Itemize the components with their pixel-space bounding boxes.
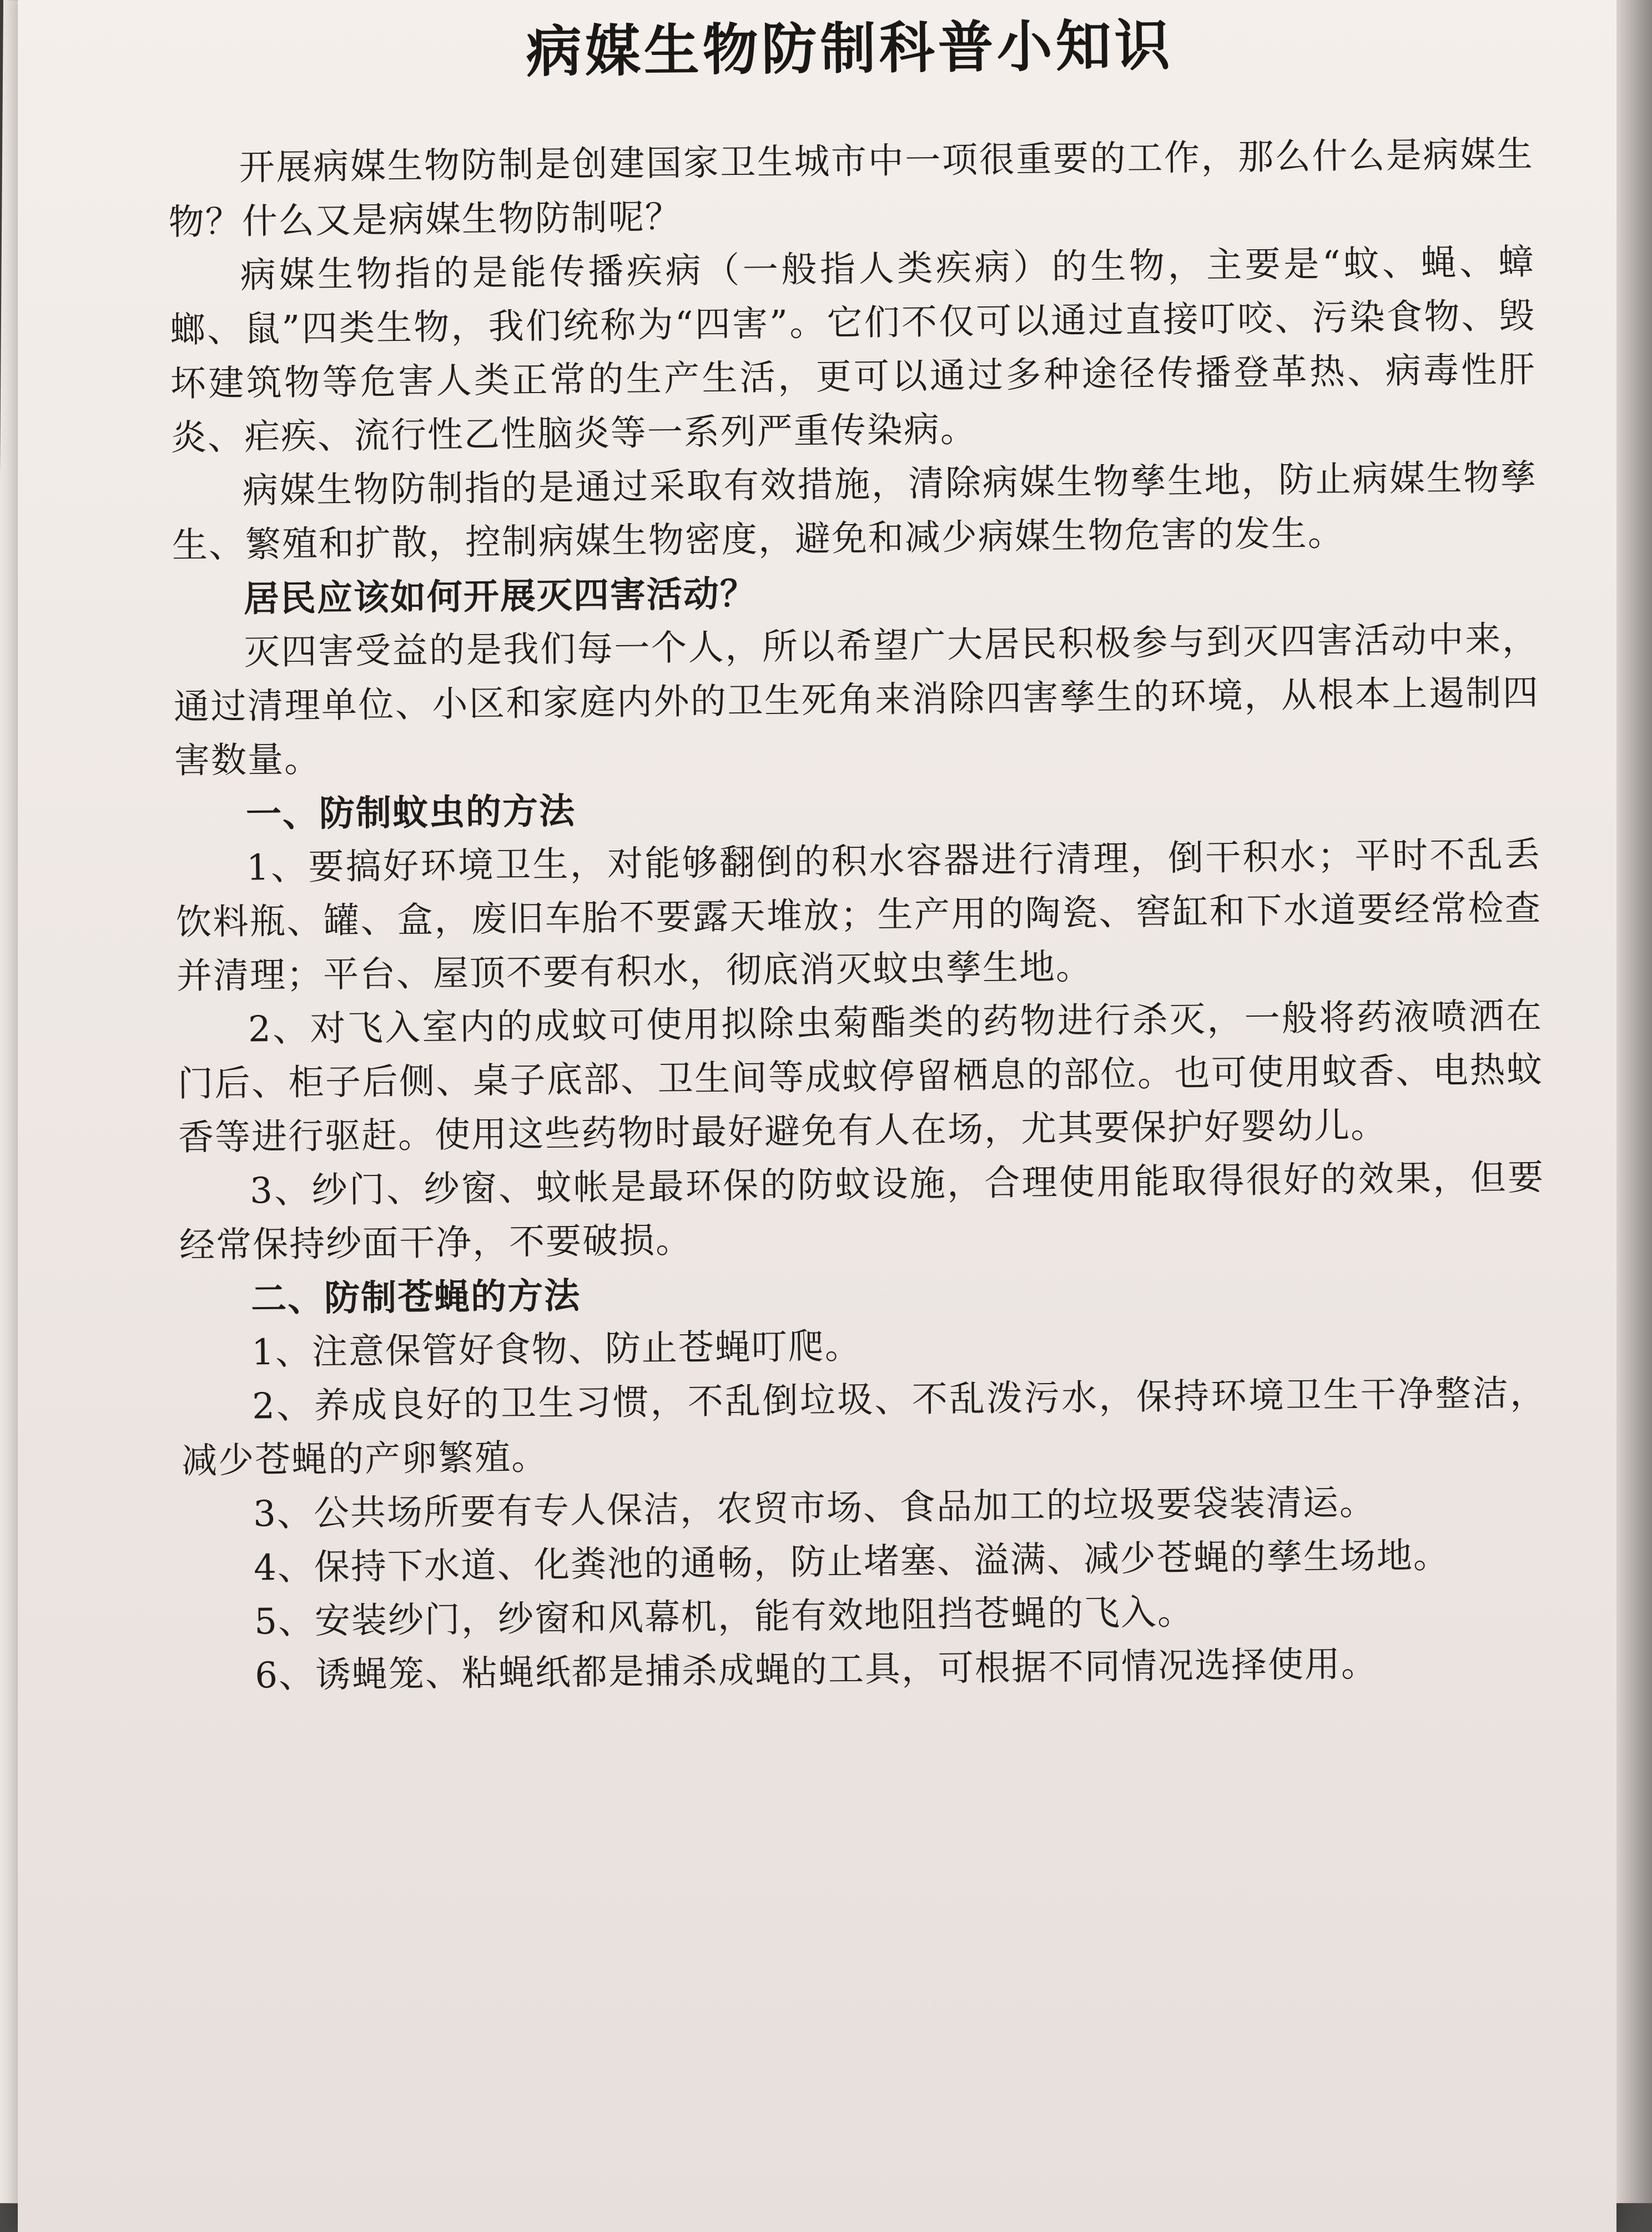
fly-item-5: 5、安装纱门，纱窗和风幕机，能有效地阻挡苍蝇的飞入。 — [254, 1591, 1195, 1643]
fly-item-3: 3、公共场所要有专人保洁，农贸市场、食品加工的垃圾要袋装清运。 — [253, 1482, 1377, 1535]
heading-residents: 居民应该如何开展灭四害活动？ — [243, 572, 757, 620]
paragraph-intro: 开展病媒生物防制是创建国家卫生城市中一项很重要的工作，那么什么是病媒生物？什么又是病媒生物防制呢？ — [168, 134, 1534, 243]
heading-fly-control: 二、防制苍蝇的方法 — [250, 1275, 581, 1320]
paragraph-definition-vectors: 病媒生物指的是能传播疾病（一般指人类疾病）的生物，主要是“蚊、蝇、蟑螂、鼠”四类生物，我们统称为“四害”。它们不仅可以通过直接叮咬、污染食物、毁坏建筑物等危害人类正常的生产生活，更可以通过多种途径传播登革热、病毒性肝炎、疟疾、流行性乙性脑炎等一系列严重传染病。 — [169, 242, 1537, 459]
fly-item-6: 6、诱蝇笼、粘蝇纸都是捕杀成蝇的工具，可根据不同情况选择使用。 — [254, 1643, 1378, 1697]
fly-item-1: 1、注意保管好食物、防止苍蝇叮爬。 — [251, 1326, 862, 1374]
document-content — [167, 6, 1550, 1704]
mosquito-item-1: 1、要搞好环境卫生，对能够翻倒的积水容器进行清理，倒干积水；平时不乱丢饮料瓶、罐、盒，废旧车胎不要露天堆放；生产用的陶瓷、窖缸和下水道要经常检查并清理；平台、屋顶不要有积水，彻底消灭蚊虫孳生地。 — [175, 834, 1542, 997]
mosquito-item-3: 3、纱门、纱窗、蚊帐是最环保的防蚊设施，合理使用能取得很好的效果，但要经常保持纱面干净，不要破损。 — [179, 1157, 1545, 1266]
mosquito-item-2: 2、对飞入室内的成蚊可使用拟除虫菊酯类的药物进行杀灭，一般将药液喷洒在门后、柜子后侧、桌子底部、卫生间等成蚊停留栖息的部位。也可使用蚊香、电热蚊香等进行驱赶。使用这些药物时最好避免有人在场，尤其要保护好婴幼儿。 — [177, 996, 1544, 1159]
fly-item-4: 4、保持下水道、化粪池的通畅，防止堵塞、溢满、减少苍蝇的孳生场地。 — [253, 1535, 1450, 1589]
paragraph-residents: 灭四害受益的是我们每一个人，所以希望广大居民积极参与到灭四害活动中来，通过清理单位、小区和家庭内外的卫生死角来消除四害孳生的环境，从根本上遏制四害数量。 — [173, 619, 1540, 782]
fly-item-2: 2、养成良好的卫生习惯，不乱倒垃圾、不乱泼污水，保持环境卫生干净整洁，减少苍蝇的产卵繁殖。 — [181, 1373, 1547, 1482]
page-edge — [1616, 0, 1652, 2203]
heading-mosquito-control: 一、防制蚊虫的方法 — [245, 790, 576, 836]
paragraph-definition-control: 病媒生物防制指的是通过采取有效措施，清除病媒生物孳生地，防止病媒生物孳生、繁殖和扩散，控制病媒生物密度，避免和减少病媒生物危害的发生。 — [172, 457, 1538, 566]
document-title: 病媒生物防制科普小知识 — [526, 13, 1174, 85]
